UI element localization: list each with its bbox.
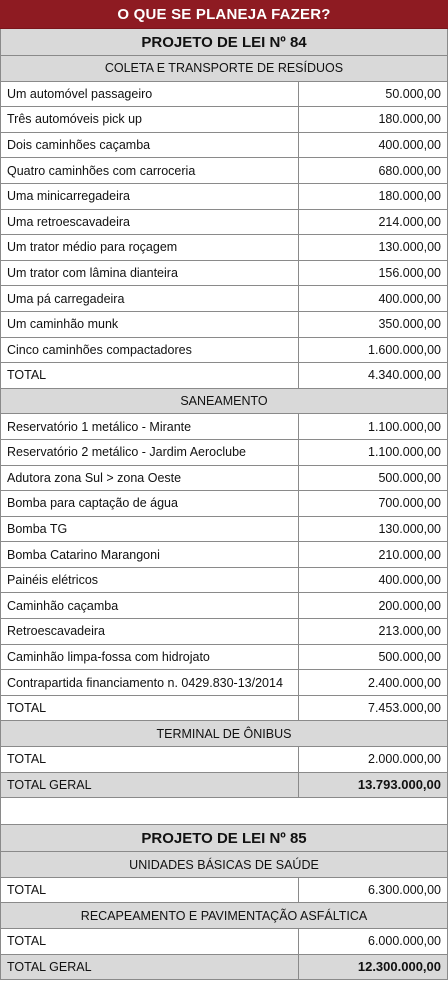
table-row xyxy=(0,440,448,466)
item-value: 4.340.000,00 xyxy=(368,368,441,383)
item-value: 156.000,00 xyxy=(378,266,441,281)
item-label: Um trator com lâmina dianteira xyxy=(1,261,299,286)
grand-total-label: TOTAL GERAL xyxy=(1,773,299,798)
section-header-terminal: TERMINAL DE ÔNIBUS xyxy=(0,721,448,747)
item-label: Reservatório 2 metálico - Jardim Aeroclube xyxy=(1,440,299,465)
table-row xyxy=(0,466,448,492)
table-row xyxy=(0,542,448,568)
item-label: Dois caminhões caçamba xyxy=(1,133,299,158)
item-label: Contrapartida financiamento n. 0429.830-13/2014 xyxy=(1,670,299,695)
item-label: TOTAL xyxy=(1,929,299,954)
item-label: Caminhão limpa-fossa com hidrojato xyxy=(1,645,299,670)
item-label: Um automóvel passageiro xyxy=(1,82,299,107)
item-value: 400.000,00 xyxy=(378,573,441,588)
item-label: Quatro caminhões com carroceria xyxy=(1,158,299,183)
recapeamento-rows xyxy=(0,929,448,955)
item-value: 6.300.000,00 xyxy=(368,883,441,898)
item-value: 500.000,00 xyxy=(378,649,441,664)
grand-total-value: 12.300.000,00 xyxy=(357,959,441,975)
item-value: 210.000,00 xyxy=(378,547,441,562)
terminal-rows xyxy=(0,747,448,773)
item-value: 130.000,00 xyxy=(378,521,441,536)
item-value: 213.000,00 xyxy=(378,624,441,639)
coleta-rows xyxy=(0,82,448,389)
item-label: Uma minicarregadeira xyxy=(1,184,299,209)
item-value: 1.100.000,00 xyxy=(368,419,441,434)
grand-total-row-84 xyxy=(0,773,448,799)
table-row xyxy=(0,517,448,543)
section-header-recapeamento: RECAPEAMENTO E PAVIMENTAÇÃO ASFÁLTICA xyxy=(0,903,448,929)
table-row xyxy=(0,619,448,645)
ubs-rows xyxy=(0,878,448,904)
project-84-title: PROJETO DE LEI Nº 84 xyxy=(0,29,448,56)
item-label: Caminhão caçamba xyxy=(1,593,299,618)
table-row xyxy=(0,107,448,133)
table-row xyxy=(0,210,448,236)
grand-total-label: TOTAL GERAL xyxy=(1,955,299,980)
table-row xyxy=(0,133,448,159)
item-value: 500.000,00 xyxy=(378,470,441,485)
section-header-ubs: UNIDADES BÁSICAS DE SAÚDE xyxy=(0,852,448,878)
item-value: 6.000.000,00 xyxy=(368,934,441,949)
table-row xyxy=(0,593,448,619)
table-row xyxy=(0,363,448,389)
item-value: 700.000,00 xyxy=(378,496,441,511)
grand-total-row-85 xyxy=(0,955,448,981)
item-value: 400.000,00 xyxy=(378,138,441,153)
table-row xyxy=(0,670,448,696)
item-value: 180.000,00 xyxy=(378,189,441,204)
saneamento-rows xyxy=(0,414,448,721)
banner-title: O QUE SE PLANEJA FAZER? xyxy=(0,0,448,29)
item-value: 130.000,00 xyxy=(378,240,441,255)
item-label: Uma retroescavadeira xyxy=(1,210,299,235)
item-value: 350.000,00 xyxy=(378,317,441,332)
table-row xyxy=(0,929,448,955)
item-label: Três automóveis pick up xyxy=(1,107,299,132)
table-row xyxy=(0,261,448,287)
item-label: Painéis elétricos xyxy=(1,568,299,593)
item-value: 7.453.000,00 xyxy=(368,701,441,716)
item-label: Um trator médio para roçagem xyxy=(1,235,299,260)
item-value: 50.000,00 xyxy=(385,86,441,101)
item-label: TOTAL xyxy=(1,363,299,388)
table-row xyxy=(0,568,448,594)
table-row xyxy=(0,878,448,904)
item-value: 400.000,00 xyxy=(378,291,441,306)
table-row xyxy=(0,338,448,364)
table-row xyxy=(0,491,448,517)
table-row xyxy=(0,414,448,440)
item-value: 1.600.000,00 xyxy=(368,342,441,357)
table-row xyxy=(0,696,448,722)
item-label: TOTAL xyxy=(1,747,299,772)
grand-total-value: 13.793.000,00 xyxy=(357,777,441,793)
item-label: Um caminhão munk xyxy=(1,312,299,337)
item-label: Retroescavadeira xyxy=(1,619,299,644)
item-value: 200.000,00 xyxy=(378,598,441,613)
item-value: 2.000.000,00 xyxy=(368,752,441,767)
item-label: Adutora zona Sul > zona Oeste xyxy=(1,466,299,491)
item-label: TOTAL xyxy=(1,878,299,903)
item-label: Reservatório 1 metálico - Mirante xyxy=(1,414,299,439)
table-row xyxy=(0,312,448,338)
item-value: 214.000,00 xyxy=(378,214,441,229)
table-row xyxy=(0,645,448,671)
item-label: Bomba para captação de água xyxy=(1,491,299,516)
table-row xyxy=(0,235,448,261)
item-value: 180.000,00 xyxy=(378,112,441,127)
section-header-saneamento: SANEAMENTO xyxy=(0,389,448,415)
table-row xyxy=(0,158,448,184)
item-label: TOTAL xyxy=(1,696,299,721)
project-85-title: PROJETO DE LEI Nº 85 xyxy=(0,825,448,852)
item-value: 680.000,00 xyxy=(378,163,441,178)
spacer-row xyxy=(0,798,448,825)
section-header-coleta: COLETA E TRANSPORTE DE RESÍDUOS xyxy=(0,56,448,82)
item-label: Uma pá carregadeira xyxy=(1,286,299,311)
table-row xyxy=(0,286,448,312)
table-row xyxy=(0,747,448,773)
table-row xyxy=(0,184,448,210)
table-row xyxy=(0,82,448,108)
item-label: Bomba TG xyxy=(1,517,299,542)
item-label: Bomba Catarino Marangoni xyxy=(1,542,299,567)
item-value: 1.100.000,00 xyxy=(368,445,441,460)
item-label: Cinco caminhões compactadores xyxy=(1,338,299,363)
item-value: 2.400.000,00 xyxy=(368,675,441,690)
